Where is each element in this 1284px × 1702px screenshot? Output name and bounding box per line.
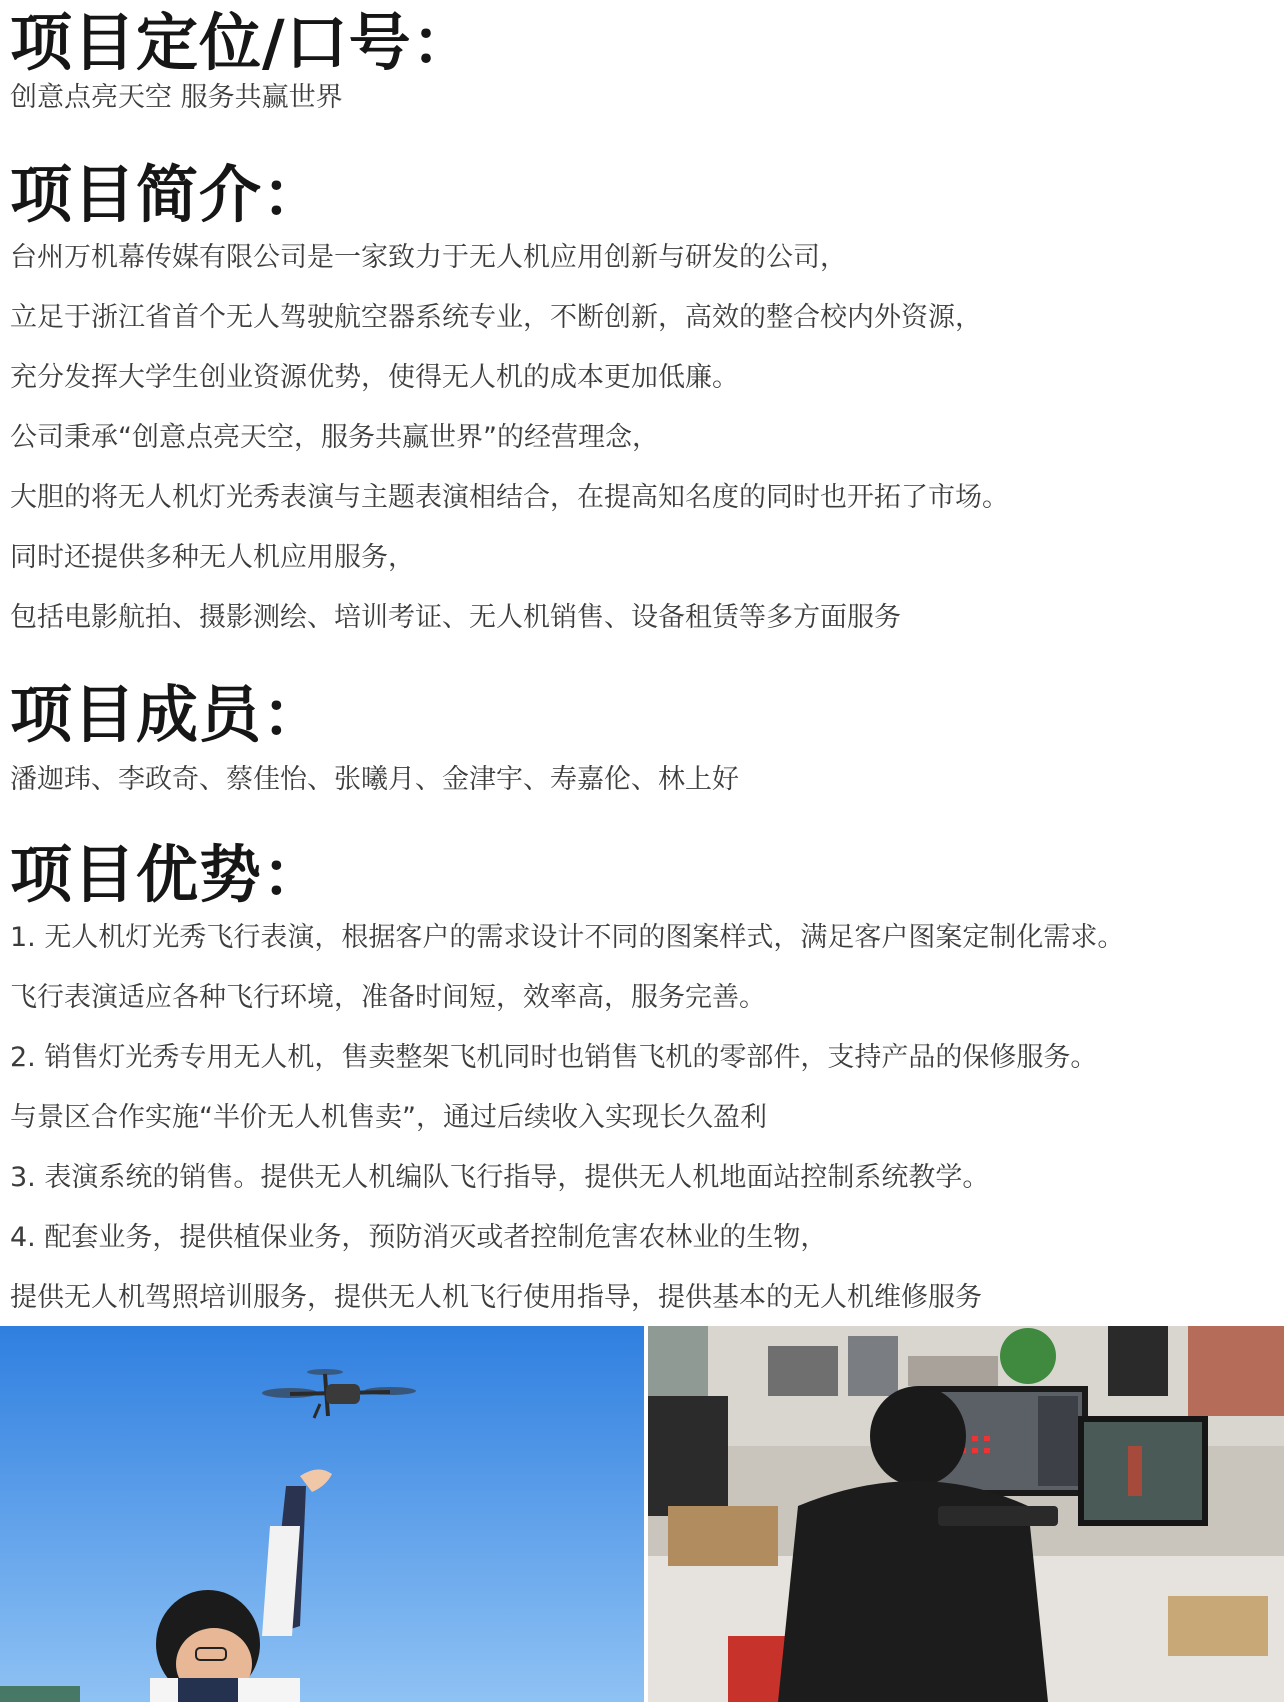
advantage-line: 飞行表演适应各种飞行环境，准备时间短，效率高，服务完善。 [10,982,766,1013]
intro-line: 立足于浙江省首个无人驾驶航空器系统专业，不断创新，高效的整合校内外资源， [10,302,982,333]
drone-launch-illustration [0,1326,644,1702]
intro-line: 充分发挥大学生创业资源优势，使得无人机的成本更加低廉。 [10,362,739,393]
advantage-line: 2. 销售灯光秀专用无人机，售卖整架飞机同时也销售飞机的零部件，支持产品的保修服务。 [10,1042,1098,1073]
advantage-line: 1. 无人机灯光秀飞行表演，根据客户的需求设计不同的图案样式，满足客户图案定制化需求。 [10,922,1125,953]
advantages-heading: 项目优势： [10,838,326,911]
intro-line: 大胆的将无人机灯光秀表演与主题表演相结合，在提高知名度的同时也开拓了市场。 [10,482,1009,513]
advantage-line: 提供无人机驾照培训服务，提供无人机飞行使用指导，提供基本的无人机维修服务 [10,1282,982,1313]
advantage-line: 3. 表演系统的销售。提供无人机编队飞行指导，提供无人机地面站控制系统教学。 [10,1162,990,1193]
section-project-advantages [10,840,1274,1328]
slogan-text: 创意点亮天空 服务共赢世界 [10,82,343,113]
section-project-intro [10,160,1274,648]
intro-line: 包括电影航拍、摄影测绘、培训考证、无人机销售、设备租赁等多方面服务 [10,602,901,633]
section-project-position [10,8,1274,118]
intro-line: 台州万机幕传媒有限公司是一家致力于无人机应用创新与研发的公司， [10,242,847,273]
section-project-members [10,680,1274,810]
intro-heading: 项目简介： [10,158,326,231]
intro-line: 公司秉承“创意点亮天空，服务共赢世界”的经营理念， [10,422,659,453]
office-illustration [648,1326,1284,1702]
advantage-line: 与景区合作实施“半价无人机售卖”，通过后续收入实现长久盈利 [10,1102,767,1133]
members-list: 潘迦玮、李政奇、蔡佳怡、张曦月、金津宇、寿嘉伦、林上好 [10,764,739,795]
intro-line: 同时还提供多种无人机应用服务， [10,542,415,573]
drone-launch-photo [0,1326,644,1702]
members-heading: 项目成员： [10,678,326,751]
office-workstation-photo [648,1326,1284,1702]
position-heading: 项目定位/口号： [10,6,475,79]
advantage-line: 4. 配套业务，提供植保业务，预防消灭或者控制危害农林业的生物， [10,1222,828,1253]
